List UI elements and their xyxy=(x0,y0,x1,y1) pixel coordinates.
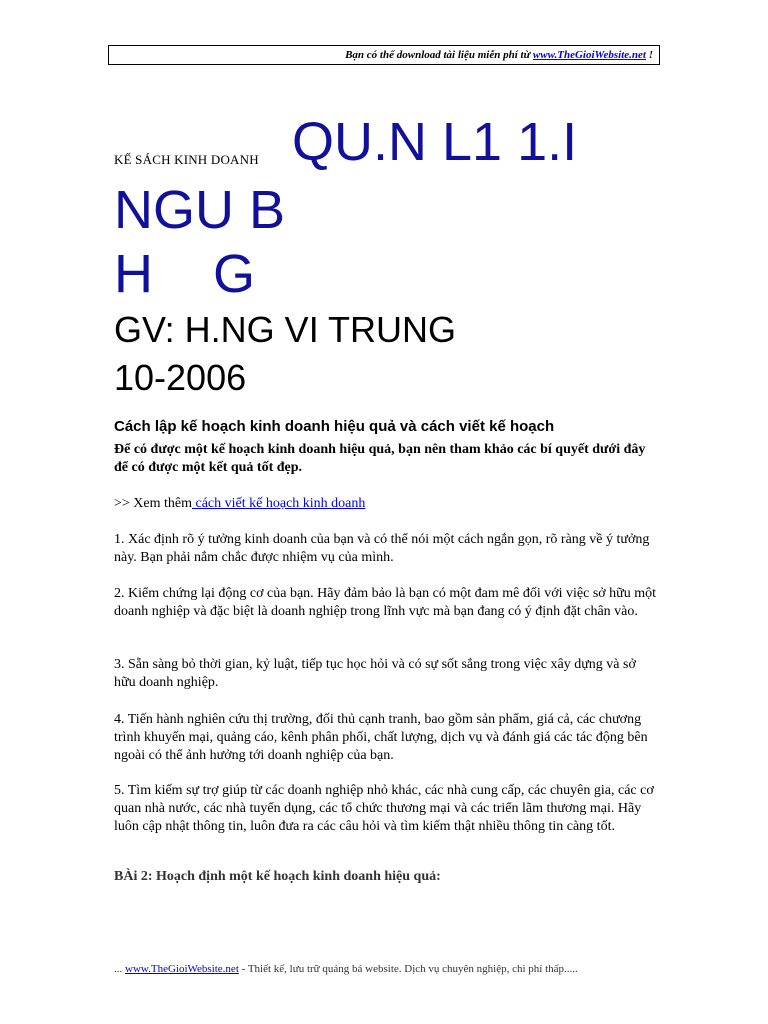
paragraph-5: 5. Tìm kiếm sự trợ giúp từ các doanh nghiệp nhỏ khác, các nhà cung cấp, các chuyên gia, các cơ quan nhà nước, các nhà tuyển dụng, các tổ chức thương mại và các triển lãm thương mại. Hãy luôn cập nhật thông tin, luôn đưa ra các câu hỏi và tìm kiếm thật nhiều thông tin càng tốt. xyxy=(114,783,654,834)
title-line-2: NGU B xyxy=(114,180,286,240)
article-heading: Cách lập kế hoạch kinh doanh hiệu quả và cách viết kế hoạch xyxy=(114,418,555,435)
section-title: BÀi 2: Hoạch định một kế hoạch kinh doanh hiệu quả: xyxy=(114,869,441,884)
title-line-1: QU.N L1 1.I xyxy=(292,112,578,172)
footer-prefix: ... xyxy=(114,963,125,975)
article-intro: Để có được một kế hoạch kinh doanh hiệu quả, bạn nên tham khảo các bí quyết dưới đây để có được một kết quả tốt đẹp. xyxy=(114,442,646,475)
document-kicker: KẾ SÁCH KINH DOANH xyxy=(114,152,259,167)
see-more-prefix: >> Xem thêm xyxy=(114,496,192,511)
download-banner-text: Bạn có thể download tài liệu miễn phí từ xyxy=(345,49,533,61)
page-footer xyxy=(114,963,654,975)
document-date: 10-2006 xyxy=(114,357,247,398)
lecturer-name: GV: H.NG VI TRUNG xyxy=(114,309,457,350)
thegioiwebsite-link[interactable]: www.TheGioiWebsite.net xyxy=(532,49,646,61)
see-more-link[interactable]: cách viết kế hoạch kinh doanh xyxy=(192,496,366,511)
paragraph-3: 3. Sẵn sàng bỏ thời gian, kỷ luật, tiếp tục học hỏi và có sự sốt sắng trong việc xây dựng và sở hữu doanh nghiệp. xyxy=(114,657,636,690)
download-banner xyxy=(108,45,660,65)
footer-text: - Thiết kế, lưu trữ quảng bá website. Dịch vụ chuyên nghiệp, chi phí thấp..... xyxy=(238,963,578,975)
paragraph-1: 1. Xác định rõ ý tưởng kinh doanh của bạn và có thể nói một cách ngắn gọn, rõ ràng về ý tưởng này. Bạn phải nắm chắc được nhiệm vụ của mình. xyxy=(114,532,650,565)
download-banner-suffix: ! xyxy=(645,49,653,61)
see-more-line xyxy=(114,495,658,513)
footer-website-link[interactable]: www.TheGioiWebsite.net xyxy=(125,963,239,975)
paragraph-2: 2. Kiểm chứng lại động cơ của bạn. Hãy đảm bảo là bạn có một đam mê đối với việc sở hữu một doanh nghiệp và đặc biệt là doanh nghiệp trong lĩnh vực mà bạn đang có ý định đặt chân vào. xyxy=(114,586,657,619)
paragraph-4: 4. Tiến hành nghiên cứu thị trường, đối thủ cạnh tranh, bao gồm sản phẩm, giá cả, các chương trình khuyến mại, quảng cáo, kênh phân phối, chất lượng, dịch vụ và đánh giá các tác động bên ngoài có thể ảnh hưởng tới doanh nghiệp của bạn. xyxy=(114,712,648,763)
title-line-3: H G xyxy=(114,244,256,304)
